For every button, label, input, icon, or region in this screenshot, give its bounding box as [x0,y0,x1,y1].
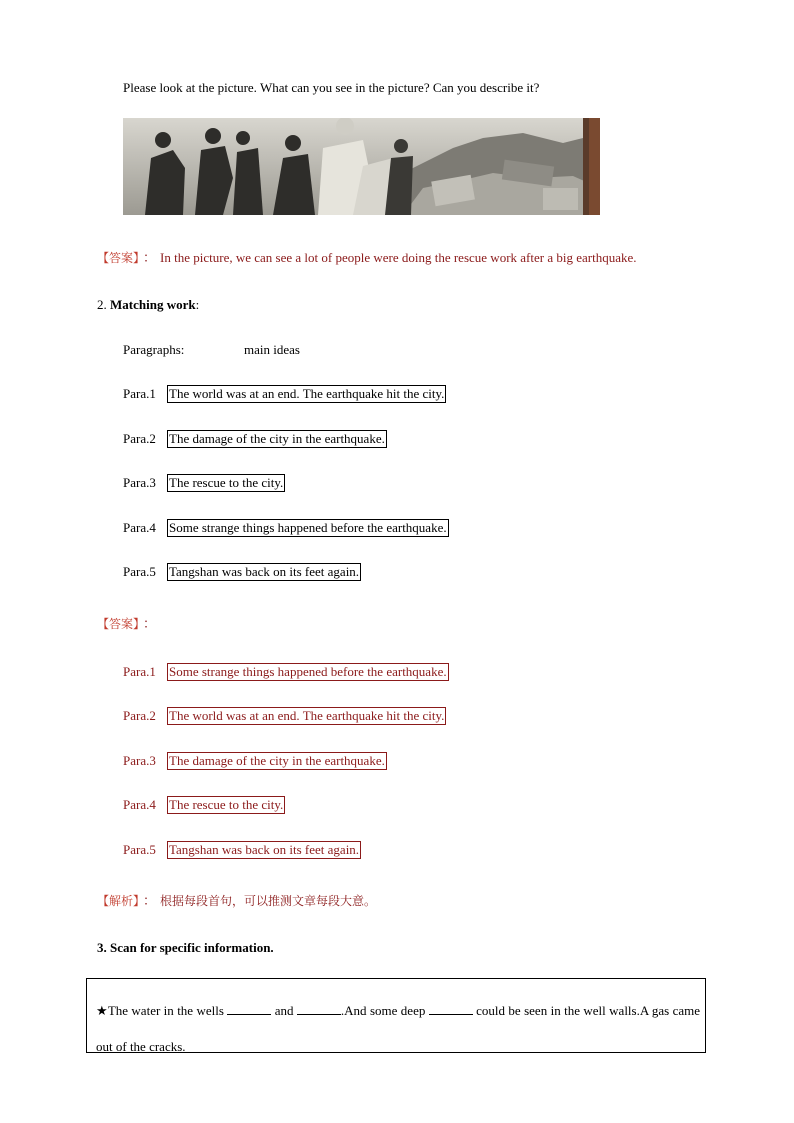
answer-idea-box: The rescue to the city. [169,797,284,812]
answer-colon: ： [143,250,157,265]
para-label: Para.4 [123,520,156,535]
photo-icon [123,118,600,215]
matching-item [123,385,446,403]
scan-text-part: .And some deep [340,1003,426,1018]
matching-header [123,342,300,358]
answer-idea-box: The world was at an end. The earthquake hit the city. [169,708,445,723]
main-idea-box: The damage of the city in the earthquake. [169,431,385,446]
analysis-label: 【解析】 [97,894,140,908]
answer-item [123,841,361,859]
para-label: Para.1 [123,664,156,679]
para-label: Para.5 [123,564,156,579]
analysis-text: 根据每段首句，可以推测文章每段大意。 [160,894,377,908]
section-colon: : [195,297,200,312]
main-idea-box: Tangshan was back on its feet again. [169,564,360,579]
answer-item [123,796,285,814]
answer-idea-box: Tangshan was back on its feet again. [169,842,360,857]
scan-question-text [96,993,700,1064]
answer-2-row [97,613,160,632]
analysis-row [97,890,376,909]
answer-item [123,752,387,770]
earthquake-rescue-photo [123,118,600,215]
para-label: Para.3 [123,475,156,490]
section-2-heading [97,297,199,313]
answer-item [123,663,449,681]
answer-blank[interactable] [227,1002,271,1015]
answer-1-text: In the picture, we can see a lot of people were doing the rescue work after a big earthquake. [160,250,637,265]
star-icon: ★ [96,1004,108,1019]
matching-item [123,474,285,492]
scan-text-part: could be seen in the well walls.A gas came out of the cracks. [96,1003,701,1054]
para-label: Para.3 [123,753,156,768]
matching-item [123,563,361,581]
main-idea-box: Some strange things happened before the earthquake. [169,520,447,535]
answer-label: 【答案】 [97,617,140,631]
answer-idea-box: The damage of the city in the earthquake. [169,753,385,768]
matching-item [123,430,387,448]
answer-blank[interactable] [297,1002,341,1015]
main-idea-box: The world was at an end. The earthquake hit the city. [169,386,445,401]
main-ideas-header: main ideas [244,342,300,357]
para-label: Para.2 [123,708,156,723]
matching-item [123,519,449,537]
scan-text-part: The water in the wells [107,1003,224,1018]
answer-label: 【答案】 [97,251,140,265]
analysis-colon: ： [143,893,157,908]
para-label: Para.1 [123,386,156,401]
answer-item [123,707,446,725]
answer-1-row [97,247,637,266]
picture-prompt: Please look at the picture. What can you see in the picture? Can you describe it? [123,80,540,95]
para-label: Para.2 [123,431,156,446]
para-label: Para.4 [123,797,156,812]
section-number: 2. [97,297,110,312]
scan-text-part: and [274,1003,294,1018]
section-3-heading [97,940,274,956]
main-idea-box: The rescue to the city. [169,475,284,490]
scan-question-box [86,978,706,1053]
answer-idea-box: Some strange things happened before the earthquake. [169,664,447,679]
paragraphs-header: Paragraphs: [123,342,185,357]
answer-colon: ： [143,616,157,631]
para-label: Para.5 [123,842,156,857]
section-title: Matching work [110,297,196,312]
answer-blank[interactable] [429,1002,473,1015]
section-3-title: 3. Scan for specific information. [97,940,274,955]
